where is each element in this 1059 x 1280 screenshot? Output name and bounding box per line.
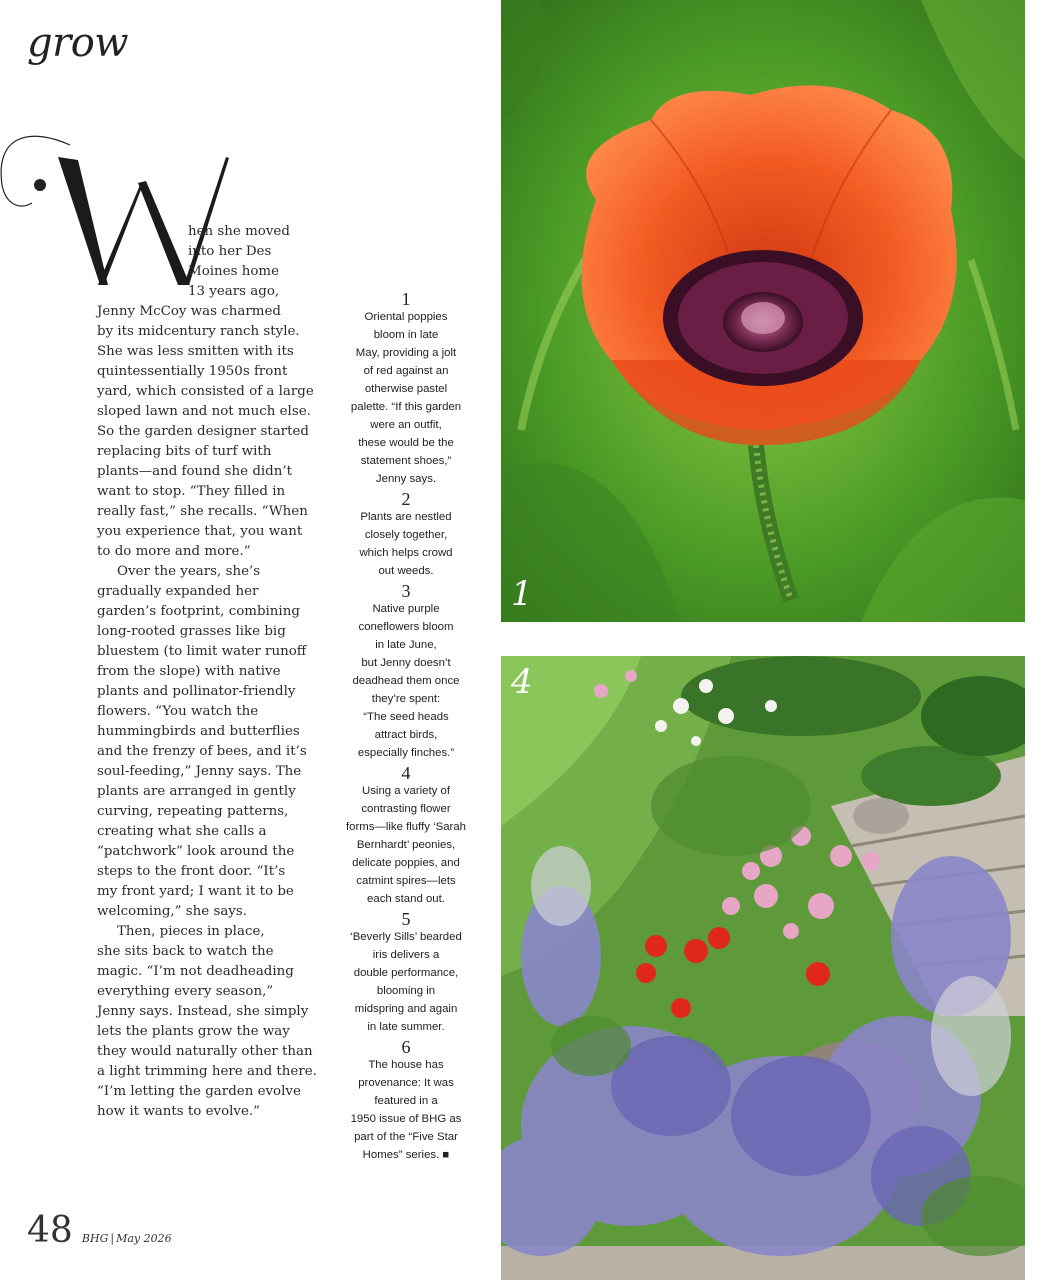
caption-line: midspring and again: [354, 1003, 458, 1015]
article-line: want to stop. “They filled in: [97, 484, 286, 499]
caption-line: Jenny says.: [375, 473, 437, 485]
page-footer: [27, 1210, 172, 1251]
caption-number: 1: [401, 289, 411, 309]
caption-line: palette. “If this garden: [350, 401, 462, 413]
article-line: Jenny McCoy was charmed: [97, 304, 281, 319]
drop-cap-letter: W: [100, 225, 101, 226]
article-line: a light trimming here and there.: [97, 1064, 317, 1079]
caption-number: 5: [401, 909, 411, 929]
caption-line: were an outfit,: [370, 419, 442, 431]
caption-line: catmint spires—lets: [356, 875, 456, 887]
caption-line: iris delivers a: [372, 949, 440, 961]
caption-line: they’re spent:: [371, 693, 441, 705]
article-line: by its midcentury ranch style.: [97, 324, 300, 339]
caption-line: The house has: [368, 1059, 444, 1071]
article-line: She was less smitten with its: [97, 344, 294, 359]
caption-line: but Jenny doesn’t: [361, 657, 451, 669]
poppy-photo: [501, 0, 1025, 622]
article-line: “patchwork” look around the: [97, 844, 295, 859]
caption-number: 3: [401, 581, 411, 601]
photo-number-1: 1: [511, 574, 533, 614]
article-line: Then, pieces in place,: [117, 924, 265, 939]
article-line: you experience that, you want: [97, 524, 303, 539]
article-line: garden’s footprint, combining: [97, 604, 300, 619]
article-line: gradually expanded her: [97, 584, 259, 599]
caption-line: statement shoes,”: [360, 455, 452, 467]
caption-line: Bernhardt’ peonies,: [356, 839, 456, 851]
article-line: magic. “I’m not deadheading: [97, 964, 294, 979]
article-line: hen she moved: [188, 224, 290, 239]
article-line: creating what she calls a: [97, 824, 267, 839]
caption-block: [336, 582, 476, 762]
footer-separator: |: [110, 1232, 115, 1245]
article-line: lets the plants grow the way: [97, 1024, 290, 1039]
caption-line: “The seed heads: [363, 711, 449, 723]
article-line: welcoming,” she says.: [97, 904, 247, 919]
caption-line: each stand out.: [367, 893, 445, 905]
caption-line: Homes” series. ■: [362, 1149, 450, 1161]
caption-line: part of the “Five Star: [354, 1131, 458, 1143]
article-line: and the frenzy of bees, and it’s: [97, 744, 307, 759]
article-line: long-rooted grasses like big: [97, 624, 286, 639]
caption-line: ‘Beverly Sills’ bearded: [350, 931, 462, 943]
article-line: Moines home: [188, 264, 280, 279]
article-line: replacing bits of turf with: [97, 444, 272, 459]
article-line: Over the years, she’s: [117, 564, 261, 579]
article-line: she sits back to watch the: [97, 944, 274, 959]
caption-line: deadhead them once: [352, 675, 460, 687]
page-number: 48: [27, 1210, 73, 1251]
caption-line: in late June,: [375, 639, 437, 651]
caption-line: these would be the: [358, 437, 454, 449]
article-intro: [188, 222, 290, 302]
caption-block: [336, 290, 476, 488]
article-line: flowers. “You watch the: [97, 704, 259, 719]
caption-line: coneflowers bloom: [358, 621, 454, 633]
caption-line: Oriental poppies: [364, 311, 448, 323]
caption-number: 2: [401, 489, 411, 509]
caption-number: 6: [401, 1037, 411, 1057]
caption-number: 4: [401, 763, 411, 783]
article-line: sloped lawn and not much else.: [97, 404, 311, 419]
footer-magazine: BHG: [81, 1232, 109, 1245]
caption-line: contrasting flower: [361, 803, 451, 815]
article-line: into her Des: [188, 244, 272, 259]
caption-line: double performance,: [353, 967, 459, 979]
article-body: [97, 302, 317, 1122]
caption-line: of red against an: [363, 365, 449, 377]
article-line: plants are arranged in gently: [97, 784, 296, 799]
caption-line: out weeds.: [378, 565, 434, 577]
article-line: they would naturally other than: [97, 1044, 313, 1059]
photo-captions: [336, 288, 476, 1164]
article-line: everything every season,”: [97, 984, 274, 999]
caption-line: closely together,: [364, 529, 448, 541]
article-line: really fast,” she recalls. “When: [97, 504, 308, 519]
article-line: curving, repeating patterns,: [97, 804, 289, 819]
caption-line: delicate poppies, and: [352, 857, 460, 869]
footer-issue: May 2026: [116, 1232, 172, 1245]
caption-block: [336, 764, 476, 908]
article-line: from the slope) with native: [97, 664, 281, 679]
caption-line: May, providing a jolt: [355, 347, 457, 359]
caption-line: forms—like fluffy ‘Sarah: [345, 821, 467, 833]
caption-line: Plants are nestled: [360, 511, 452, 523]
caption-line: which helps crowd: [359, 547, 453, 559]
caption-line: attract birds,: [374, 729, 438, 741]
caption-line: blooming in: [376, 985, 436, 997]
caption-block: [336, 1038, 476, 1164]
article-line: “I’m letting the garden evolve: [97, 1084, 301, 1099]
caption-line: especially finches.”: [357, 747, 455, 759]
section-label: grow: [27, 20, 129, 66]
article-line: plants and pollinator-friendly: [97, 684, 296, 699]
caption-line: bloom in late: [373, 329, 439, 341]
article-line: plants—and found she didn’t: [97, 464, 293, 479]
caption-line: 1950 issue of BHG as: [350, 1113, 462, 1125]
caption-block: [336, 910, 476, 1036]
article-line: bluestem (to limit water runoff: [97, 644, 307, 659]
article-line: Jenny says. Instead, she simply: [97, 1004, 309, 1019]
article-line: So the garden designer started: [97, 424, 309, 439]
article-line: to do more and more.”: [97, 544, 251, 559]
article-line: 13 years ago,: [188, 284, 280, 299]
article-line: soul-feeding,” Jenny says. The: [97, 764, 302, 779]
caption-line: featured in a: [374, 1095, 438, 1107]
article-line: yard, which consisted of a large: [97, 384, 314, 399]
caption-line: Native purple: [372, 603, 440, 615]
caption-block: [336, 490, 476, 580]
caption-line: otherwise pastel: [364, 383, 448, 395]
article-line: quintessentially 1950s front: [97, 364, 288, 379]
caption-line: Using a variety of: [362, 785, 450, 797]
garden-photo: [501, 656, 1025, 1280]
caption-line: provenance: It was: [358, 1077, 454, 1089]
photo-number-4: 4: [511, 662, 533, 702]
article-line: my front yard; I want it to be: [97, 884, 294, 899]
article-line: steps to the front door. “It’s: [97, 864, 286, 879]
caption-line: in late summer.: [367, 1021, 445, 1033]
article-line: hummingbirds and butterflies: [97, 724, 300, 739]
article-line: how it wants to evolve.”: [97, 1104, 261, 1119]
